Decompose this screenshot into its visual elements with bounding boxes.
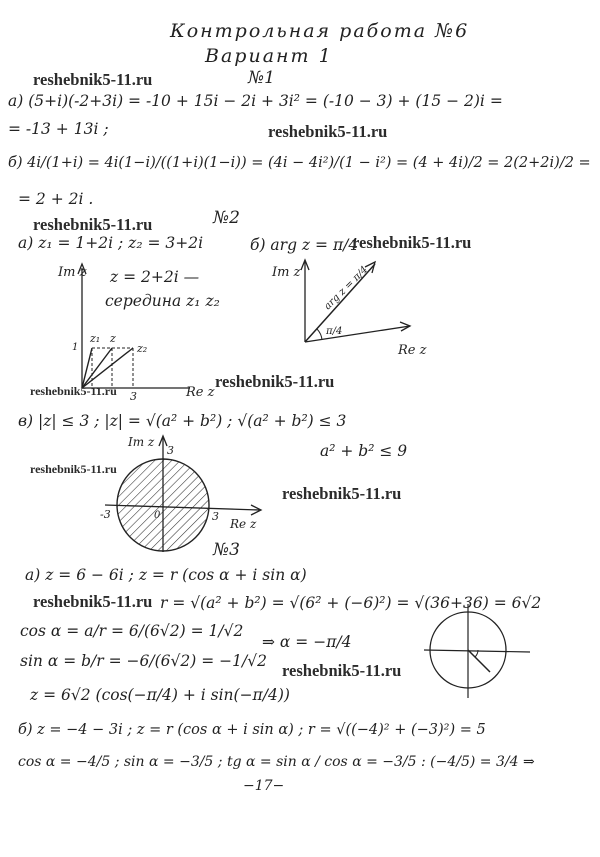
- arg-axis-label-re: Re z: [398, 343, 427, 358]
- disk-axis-label-re: Re z: [230, 517, 257, 531]
- tick-label-3: 3: [130, 390, 137, 400]
- watermark: reshebnik5-11.ru: [33, 215, 153, 234]
- task3-label: №3: [213, 540, 240, 560]
- task1-label: №1: [248, 68, 275, 88]
- disk-graph-2c: [100, 430, 270, 555]
- task3-a-line1: а) z = 6 − 6i ; z = r (cos α + i sin α): [25, 566, 307, 584]
- arg-angle-arc: [317, 329, 322, 340]
- point-label-z: z: [110, 332, 116, 345]
- watermark: reshebnik5-11.ru: [33, 70, 153, 89]
- variant-title: Вариант 1: [205, 45, 333, 67]
- watermark: reshebnik5-11.ru: [282, 661, 402, 680]
- axis-label-im: Im z: [58, 265, 87, 280]
- task3-sin-line: sin α = b/r = −6/(6√2) = −1/√2: [20, 652, 267, 670]
- disk-tick-top3: 3: [167, 444, 174, 457]
- task1-a-line1: а) (5+i)(-2+3i) = -10 + 15i − 2i + 3i² = (-10 − 3) + (15 − 2)i =: [8, 92, 503, 110]
- arg-graph-2b: [250, 250, 430, 365]
- watermark: reshebnik5-11.ru: [282, 484, 402, 503]
- polar-vector: [468, 650, 490, 672]
- point-label-z2: z₂: [137, 342, 148, 355]
- task3-result-line: z = 6√2 (cos(−π/4) + i sin(−π/4)): [30, 686, 290, 704]
- task2-v-line2: a² + b² ≤ 9: [320, 442, 408, 460]
- task2-v-line1: в) |z| ≤ 3 ; |z| = √(a² + b²) ; √(a² + b²) ≤ 3: [18, 412, 347, 430]
- disk-tick-pos3: 3: [212, 510, 219, 523]
- watermark: reshebnik5-11.ru: [30, 384, 117, 398]
- point-label-z1: z₁: [90, 332, 101, 345]
- task3-a-line2: r = √(a² + b²) = √(6² + (−6)²) = √(36+36) = 6√2: [160, 594, 542, 612]
- task3-b-line1: б) z = −4 − 3i ; z = r (cos α + i sin α) ; r = √((−4)² + (−3)²) = 5: [18, 722, 486, 738]
- task3-b-line2: cos α = −4/5 ; sin α = −3/5 ; tg α = sin α / cos α = −3/5 : (−4/5) = 3/4 ⇒: [18, 754, 535, 770]
- page-title: Контрольная работа №6: [170, 20, 470, 42]
- watermark: reshebnik5-11.ru: [30, 462, 117, 476]
- axis-label-re: Re z: [186, 385, 215, 400]
- polar-sketch-3a: [420, 600, 535, 700]
- task3-cos-line: cos α = a/r = 6/(6√2) = 1/√2: [20, 622, 244, 640]
- midpoint-line2: середина z₁ z₂: [105, 292, 220, 310]
- tick-label-1: 1: [72, 342, 79, 353]
- arg-axis-label-im: Im z: [272, 265, 301, 280]
- watermark: reshebnik5-11.ru: [215, 372, 335, 391]
- page-number: −17−: [243, 778, 285, 794]
- task1-b-line1: б) 4i/(1+i) = 4i(1−i)/((1+i)(1−i)) = (4i − 4i²)/(1 − i²) = (4 + 4i)/2 = 2(2+2i)/2 =: [8, 155, 591, 171]
- polar-horizontal-axis: [424, 650, 530, 652]
- disk-origin: 0: [154, 510, 161, 521]
- task2-a-line: а) z₁ = 1+2i ; z₂ = 3+2i: [18, 234, 204, 252]
- task2-label: №2: [213, 208, 240, 228]
- task1-a-line2: = -13 + 13i ;: [8, 120, 109, 138]
- arg-angle-label: π/4: [326, 326, 343, 337]
- task2-b-line: б) arg z = π/4: [250, 236, 359, 254]
- disk-axis-label-im: Im z: [128, 435, 155, 449]
- watermark: reshebnik5-11.ru: [268, 122, 388, 141]
- midpoint-line1: z = 2+2i —: [110, 268, 200, 286]
- watermark: reshebnik5-11.ru: [33, 592, 153, 611]
- disk-tick-neg3: -3: [100, 508, 111, 521]
- watermark: reshebnik5-11.ru: [352, 233, 472, 252]
- task1-b-line2: = 2 + 2i .: [18, 190, 94, 208]
- task3-alpha-line: ⇒ α = −π/4: [262, 633, 352, 651]
- arg-ray-label: arg z = π/4: [322, 264, 371, 313]
